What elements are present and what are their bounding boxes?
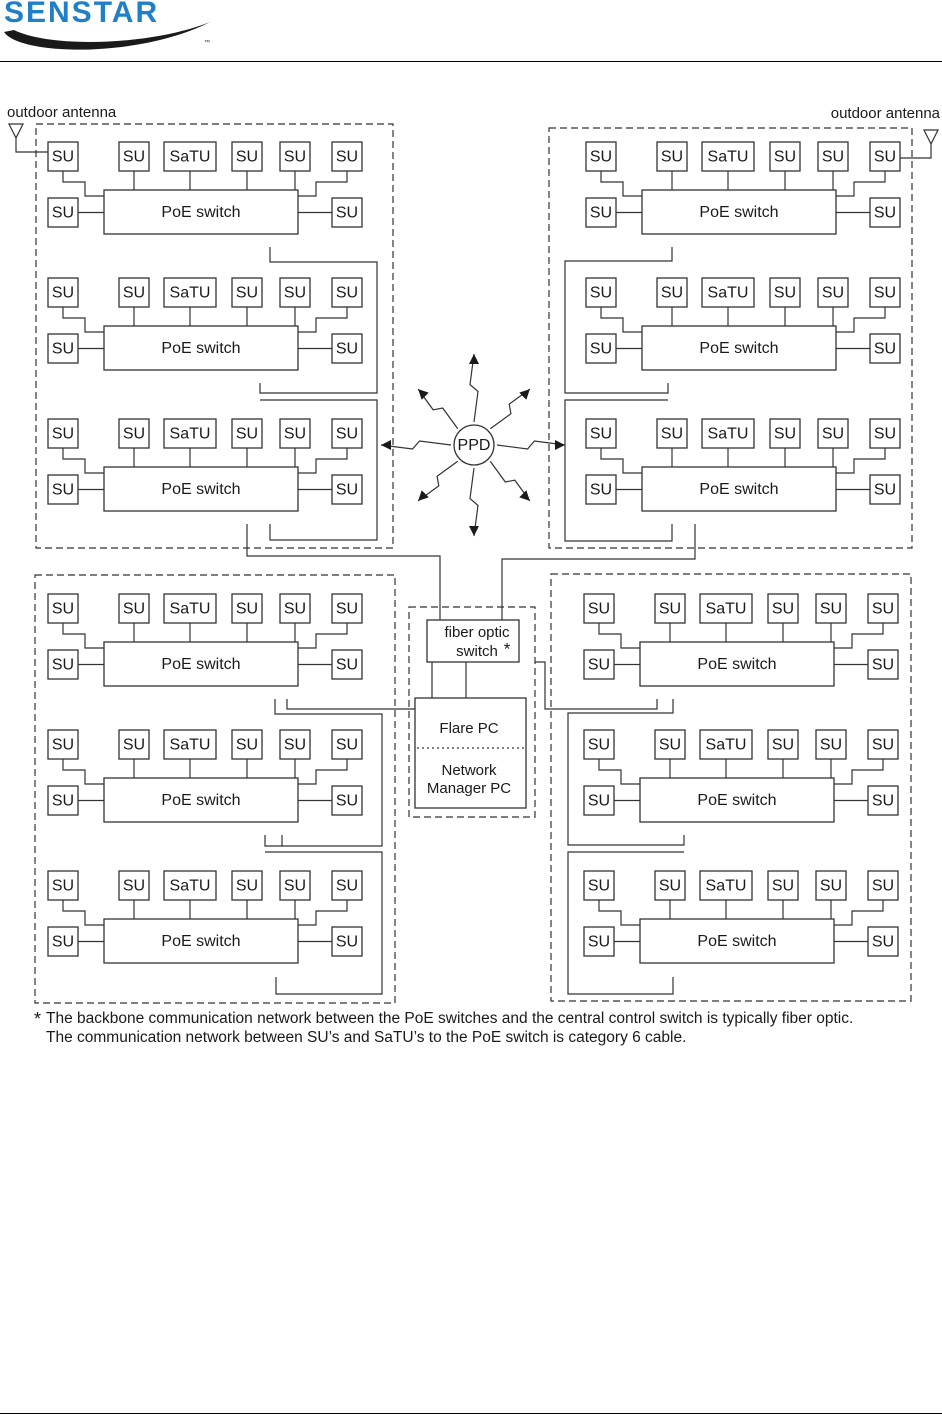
satu-box-label: SaTU (169, 877, 211, 895)
su-box-label: SU (771, 877, 795, 895)
cat6-cable-br (599, 623, 640, 648)
cat6-cable-tr (836, 448, 885, 473)
fiber-backbone-line (568, 699, 684, 845)
su-box-label: SU (122, 425, 146, 443)
su-box-label: SU (589, 425, 613, 443)
su-box-label: SU (873, 340, 897, 358)
su-box-label: SU (51, 340, 75, 358)
su-box-label: SU (51, 481, 75, 499)
su-box-label: SU (51, 600, 75, 618)
cat6-cable-br (834, 623, 883, 648)
footnote-line-1: The backbone communication network between the PoE switches and the central control switch is typically fiber optic. (46, 1010, 854, 1027)
su-box-label: SU (589, 481, 613, 499)
su-box-label: SU (51, 933, 75, 951)
poe-switch-box-label: PoE switch (161, 204, 241, 222)
satu-box-label: SaTU (169, 284, 211, 302)
su-box-label: SU (235, 736, 259, 754)
cat6-cable-tl (63, 448, 104, 473)
flare-pc-label: Flare PC (439, 719, 499, 737)
su-box-label: SU (819, 877, 843, 895)
antenna-feed-line (16, 148, 48, 152)
fiber-backbone-line (265, 699, 382, 846)
satu-box-label: SaTU (705, 736, 747, 754)
satu-box-label: SaTU (705, 877, 747, 895)
poe-switch-box-label: PoE switch (697, 656, 777, 674)
poe-switch-box-label: PoE switch (697, 792, 777, 810)
su-box-label: SU (335, 204, 359, 222)
cat6-cable-tr (601, 307, 642, 332)
su-box-label: SU (335, 284, 359, 302)
su-box-label: SU (283, 736, 307, 754)
ppd-signal-arrow-icon (519, 490, 530, 501)
su-box-label: SU (821, 284, 845, 302)
network-manager-pc-label-1: Network (441, 761, 497, 779)
ppd-signal-line (497, 441, 565, 449)
su-box-label: SU (873, 481, 897, 499)
su-box-label: SU (873, 148, 897, 166)
satu-box-label: SaTU (169, 736, 211, 754)
fiber-backbone-line (565, 247, 672, 393)
su-box-label: SU (235, 284, 259, 302)
su-box-label: SU (871, 736, 895, 754)
ppd-signal-arrow-icon (519, 389, 530, 400)
satu-box-label: SaTU (707, 284, 749, 302)
cat6-cable-tr (836, 171, 885, 196)
fiber-switch-asterisk: * (503, 639, 511, 659)
su-box-label: SU (51, 792, 75, 810)
ppd-signal-arrow-icon (469, 526, 479, 536)
su-box-label: SU (122, 877, 146, 895)
poe-switch-box-label: PoE switch (161, 933, 241, 951)
cat6-cable-bl (298, 900, 347, 925)
ppd-label: PPD (457, 437, 491, 455)
su-box-label: SU (587, 933, 611, 951)
su-box-label: SU (283, 425, 307, 443)
satu-box-label: SaTU (169, 148, 211, 166)
su-box-label: SU (122, 148, 146, 166)
poe-switch-box-label: PoE switch (699, 340, 779, 358)
cat6-cable-br (599, 900, 640, 925)
logo-trademark: ™ (204, 40, 210, 46)
cat6-cable-tl (63, 171, 104, 196)
cat6-cable-br (834, 759, 883, 784)
cat6-cable-tl (298, 307, 347, 332)
su-box-label: SU (587, 736, 611, 754)
su-box-label: SU (660, 284, 684, 302)
poe-switch-box-label: PoE switch (697, 933, 777, 951)
su-box-label: SU (658, 600, 682, 618)
su-box-label: SU (871, 600, 895, 618)
poe-switch-box-label: PoE switch (161, 340, 241, 358)
poe-switch-box-label: PoE switch (161, 481, 241, 499)
cat6-cable-bl (298, 759, 347, 784)
su-box-label: SU (589, 340, 613, 358)
su-box-label: SU (335, 877, 359, 895)
su-box-label: SU (122, 600, 146, 618)
cat6-cable-tl (63, 307, 104, 332)
su-box-label: SU (771, 736, 795, 754)
cat6-cable-br (834, 900, 883, 925)
footnote-asterisk: * (34, 1009, 42, 1029)
su-box-label: SU (589, 284, 613, 302)
satu-box-label: SaTU (707, 425, 749, 443)
su-box-label: SU (871, 933, 895, 951)
su-box-label: SU (51, 425, 75, 443)
su-box-label: SU (235, 148, 259, 166)
satu-box-label: SaTU (169, 425, 211, 443)
su-box-label: SU (589, 204, 613, 222)
cat6-cable-bl (63, 900, 104, 925)
su-box-label: SU (660, 425, 684, 443)
su-box-label: SU (335, 425, 359, 443)
antenna-feed-line (900, 154, 931, 158)
cat6-cable-br (599, 759, 640, 784)
su-box-label: SU (873, 425, 897, 443)
su-box-label: SU (235, 877, 259, 895)
ppd-signal-line (470, 468, 478, 536)
ppd-signal-arrow-icon (418, 490, 429, 501)
cat6-cable-tr (601, 448, 642, 473)
ppd-signal-arrow-icon (555, 440, 565, 450)
su-box-label: SU (283, 877, 307, 895)
antenna-label-right: outdoor antenna (830, 104, 940, 122)
su-box-label: SU (335, 600, 359, 618)
su-box-label: SU (335, 481, 359, 499)
antenna-icon (9, 124, 23, 138)
su-box-label: SU (587, 877, 611, 895)
su-box-label: SU (587, 600, 611, 618)
fiber-backbone-line (260, 247, 377, 393)
su-box-label: SU (335, 340, 359, 358)
antenna-icon (924, 130, 938, 144)
su-box-label: SU (587, 656, 611, 674)
logo-wordmark: SENSTAR (4, 0, 160, 29)
su-box-label: SU (771, 600, 795, 618)
su-box-label: SU (51, 148, 75, 166)
su-box-label: SU (283, 148, 307, 166)
su-box-label: SU (871, 792, 895, 810)
footnote-line-2: The communication network between SU’s and SaTU’s to the PoE switch is category 6 cable. (46, 1029, 687, 1046)
su-box-label: SU (51, 284, 75, 302)
su-box-label: SU (51, 736, 75, 754)
fiber-switch-label-1: fiber optic (444, 623, 510, 641)
footer-rule (0, 1413, 942, 1414)
satu-box-label: SaTU (705, 600, 747, 618)
su-box-label: SU (335, 736, 359, 754)
su-box-label: SU (335, 792, 359, 810)
satu-box-label: SaTU (707, 148, 749, 166)
su-box-label: SU (819, 600, 843, 618)
fiber-switch-label-2: switch (456, 642, 498, 660)
cat6-cable-bl (63, 623, 104, 648)
su-box-label: SU (773, 284, 797, 302)
su-box-label: SU (283, 600, 307, 618)
su-box-label: SU (821, 148, 845, 166)
ppd-signal-line (470, 354, 478, 422)
su-box-label: SU (51, 877, 75, 895)
cat6-cable-bl (63, 759, 104, 784)
network-manager-pc-label-2: Manager PC (426, 779, 512, 797)
su-box-label: SU (873, 204, 897, 222)
ppd-signal-arrow-icon (469, 354, 479, 364)
poe-switch-box-label: PoE switch (699, 481, 779, 499)
ppd-signal-arrow-icon (381, 440, 391, 450)
su-box-label: SU (235, 600, 259, 618)
su-box-label: SU (871, 656, 895, 674)
satu-box-label: SaTU (169, 600, 211, 618)
cat6-cable-tr (836, 307, 885, 332)
su-box-label: SU (51, 656, 75, 674)
su-box-label: SU (873, 284, 897, 302)
poe-switch-box-label: PoE switch (161, 656, 241, 674)
su-box-label: SU (658, 736, 682, 754)
su-box-label: SU (819, 736, 843, 754)
su-box-label: SU (589, 148, 613, 166)
cat6-cable-tl (298, 171, 347, 196)
su-box-label: SU (773, 425, 797, 443)
su-box-label: SU (235, 425, 259, 443)
su-box-label: SU (658, 877, 682, 895)
su-box-label: SU (122, 284, 146, 302)
cat6-cable-bl (298, 623, 347, 648)
su-box-label: SU (773, 148, 797, 166)
su-box-label: SU (122, 736, 146, 754)
su-box-label: SU (871, 877, 895, 895)
ppd-signal-arrow-icon (418, 389, 429, 400)
antenna-label-left: outdoor antenna (7, 103, 117, 121)
su-box-label: SU (335, 933, 359, 951)
poe-switch-box-label: PoE switch (699, 204, 779, 222)
cat6-cable-tl (298, 448, 347, 473)
su-box-label: SU (283, 284, 307, 302)
su-box-label: SU (660, 148, 684, 166)
su-box-label: SU (335, 656, 359, 674)
su-box-label: SU (335, 148, 359, 166)
su-box-label: SU (51, 204, 75, 222)
cat6-cable-tr (601, 171, 642, 196)
poe-switch-box-label: PoE switch (161, 792, 241, 810)
ppd-signal-line (381, 441, 451, 449)
su-box-label: SU (821, 425, 845, 443)
su-box-label: SU (587, 792, 611, 810)
